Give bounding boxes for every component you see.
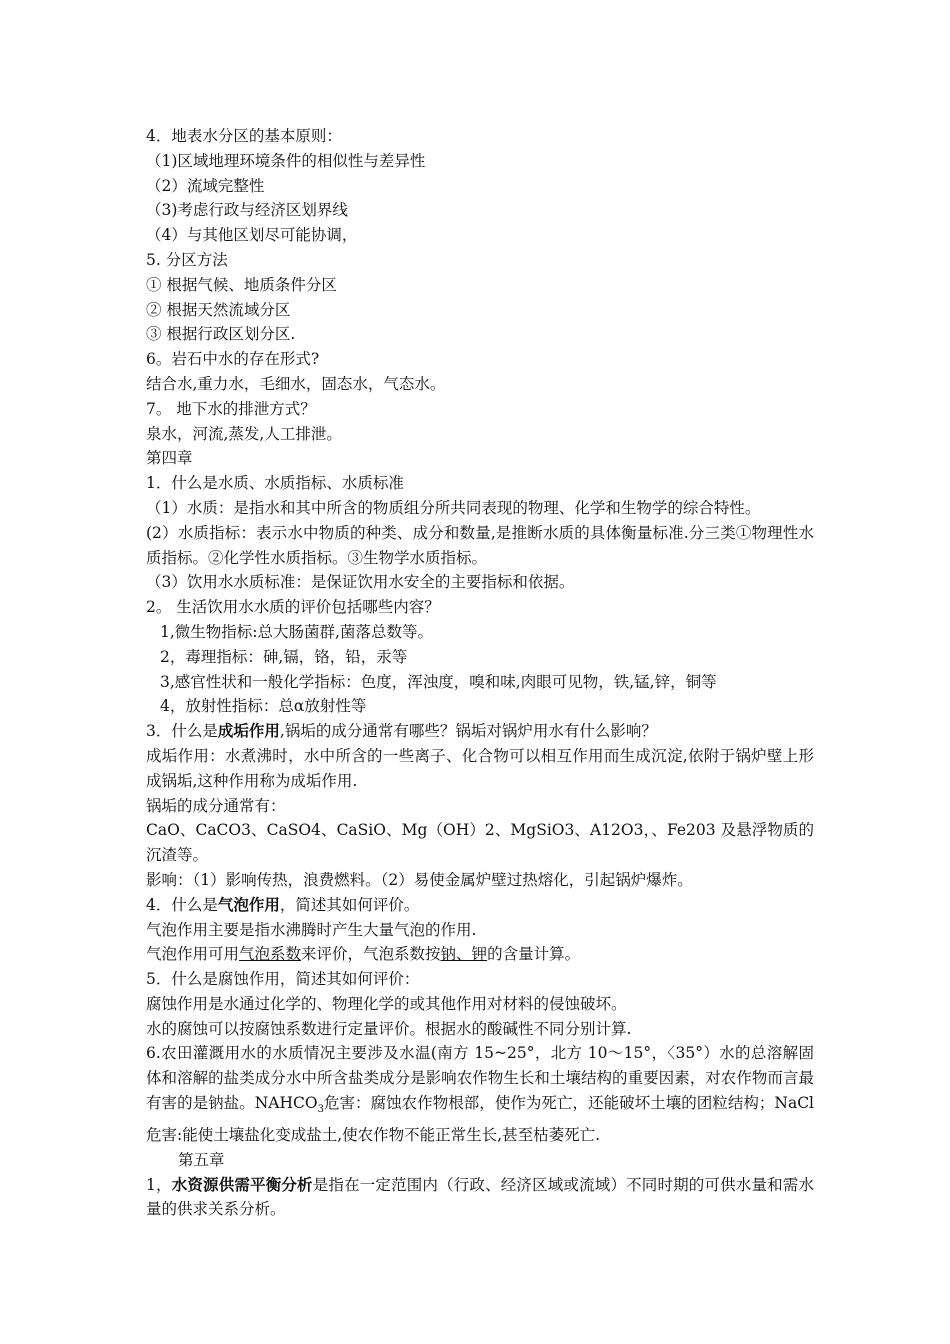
bold-term: 气泡作用 [217,894,280,914]
text: 的含量计算。 [487,945,581,964]
text: 危害：腐蚀农作物根部，使作为死亡，还能破坏土壤的团粒结构；NaCl 危害:能使土壤盐化变成盐土,使农作物不能正常生长,甚至枯萎死亡. [146,1094,815,1144]
section-heading: 4．地表水分区的基本原则： [146,127,342,145]
list-item: 4，放射性指标：总α放射性等 [160,697,367,716]
list-item: 1,微生物指标:总大肠菌群,菌落总数等。 [160,622,433,641]
text: 1， [146,1175,172,1194]
bold-term: 成垢作用 [217,721,280,741]
paragraph: 成垢作用：水煮沸时，水中所含的一些离子、化合物可以相互作用而生成沉淀,依附于锅炉壁上形成锅垢,这种作用称为成垢作用. [146,746,814,790]
paragraph: 水的腐蚀可以按腐蚀系数进行定量评价。根据水的酸碱性不同分别计算. [146,1019,632,1038]
text: 4．什么是 [146,895,218,914]
paragraph [146,1173,814,1223]
subscript: 3 [317,1104,324,1116]
list-item: ② 根据天然流域分区 [146,300,291,319]
question: 2。 生活饮用水水质的评价包括哪些内容？ [146,598,440,617]
bold-term: 水资源供需平衡分析 [171,1174,313,1194]
paragraph: （1）水质：是指水和其中所含的物质组分所共同表现的物理、化学和生物学的综合特性。 [146,498,761,517]
text: 是指在一定范围内（行政、经济区域或流域）不同时期的可供水量和需水量的供求关系分析。 [146,1175,814,1219]
question: 7。 地下水的排泄方式？ [146,399,316,418]
answer: 结合水,重力水，毛细水，固态水，气态水。 [146,374,446,393]
paragraph: 影响：（1）影响传热，浪费燃料。（2）易使金属炉壁过热熔化，引起锅炉爆炸。 [146,870,693,889]
question [146,719,814,744]
chapter-heading: 第五章 [178,1150,225,1169]
answer: 泉水，河流,蒸发,人工排泄。 [146,424,342,443]
section-heading: 5. 分区方法 [146,250,228,269]
list-item: ① 根据气候、地质条件分区 [146,275,337,294]
text: 来评价，气泡系数按 [301,945,441,964]
list-item: （1)区域地理环境条件的相似性与差异性 [146,151,426,170]
chapter-heading: 第四章 [146,449,193,468]
list-item: （2）流域完整性 [146,176,265,195]
list-item: （3)考虑行政与经济区划界线 [146,201,348,220]
text: ,锅垢的成分通常有哪些？锅垢对锅炉用水有什么影响？ [279,722,657,741]
underlined-term: 气泡系数 [239,945,302,964]
paragraph [146,1041,814,1147]
list-item: （4）与其他区划尽可能协调， [146,226,358,245]
text: 6.农田灌溉用水的水质情况主要涉及水温(南方 15~25°，北方 10～15°，〈35°）水的总溶解固体和溶解的盐类成分水中所含盐类成分是影响农作物生长和土壤结构的重要因素，对农作物而言最有害的是钠盐。NAHCO [146,1044,814,1113]
question: 5．什么是腐蚀作用，简述其如何评价： [146,970,420,989]
question: 1．什么是水质、水质指标、水质标准 [146,474,404,493]
question: 6。岩石中水的存在形式? [146,350,320,369]
paragraph: CaO、CaCO3、CaSO4、CaSiO、Mg（OH）2、MgSiO3、A12O3，、Fe203 及悬浮物质的沉渣等。 [146,821,814,865]
text: 气泡作用可用 [146,945,240,964]
paragraph: 腐蚀作用是水通过化学的、物理化学的或其他作用对材料的侵蚀破坏。 [146,994,627,1013]
paragraph: 气泡作用主要是指水沸腾时产生大量气泡的作用. [146,920,477,939]
list-item: 2，毒理指标：砷,镉，铬，铅，汞等 [160,647,408,666]
paragraph [146,942,814,967]
underlined-term: 钠、钾 [440,945,488,964]
paragraph: （3）饮用水水质标准：是保证饮用水安全的主要指标和依据。 [146,573,575,592]
list-item: ③ 根据行政区划分区. [146,325,296,344]
text: ，简述其如何评价。 [279,895,420,914]
paragraph: 锅垢的成分通常有： [146,796,286,815]
document-page [146,124,814,1222]
list-item: 3,感官性状和一般化学指标：色度，浑浊度，嗅和味,肉眼可见物，铁,锰,锌，铜等 [160,672,717,691]
question [146,893,814,918]
paragraph: (2）水质指标：表示水中物质的种类、成分和数量,是推断水质的具体衡量标准.分三类①物理性水质指标。②化学性水质指标。③生物学水质指标。 [146,523,814,567]
text: 3．什么是 [146,722,218,741]
